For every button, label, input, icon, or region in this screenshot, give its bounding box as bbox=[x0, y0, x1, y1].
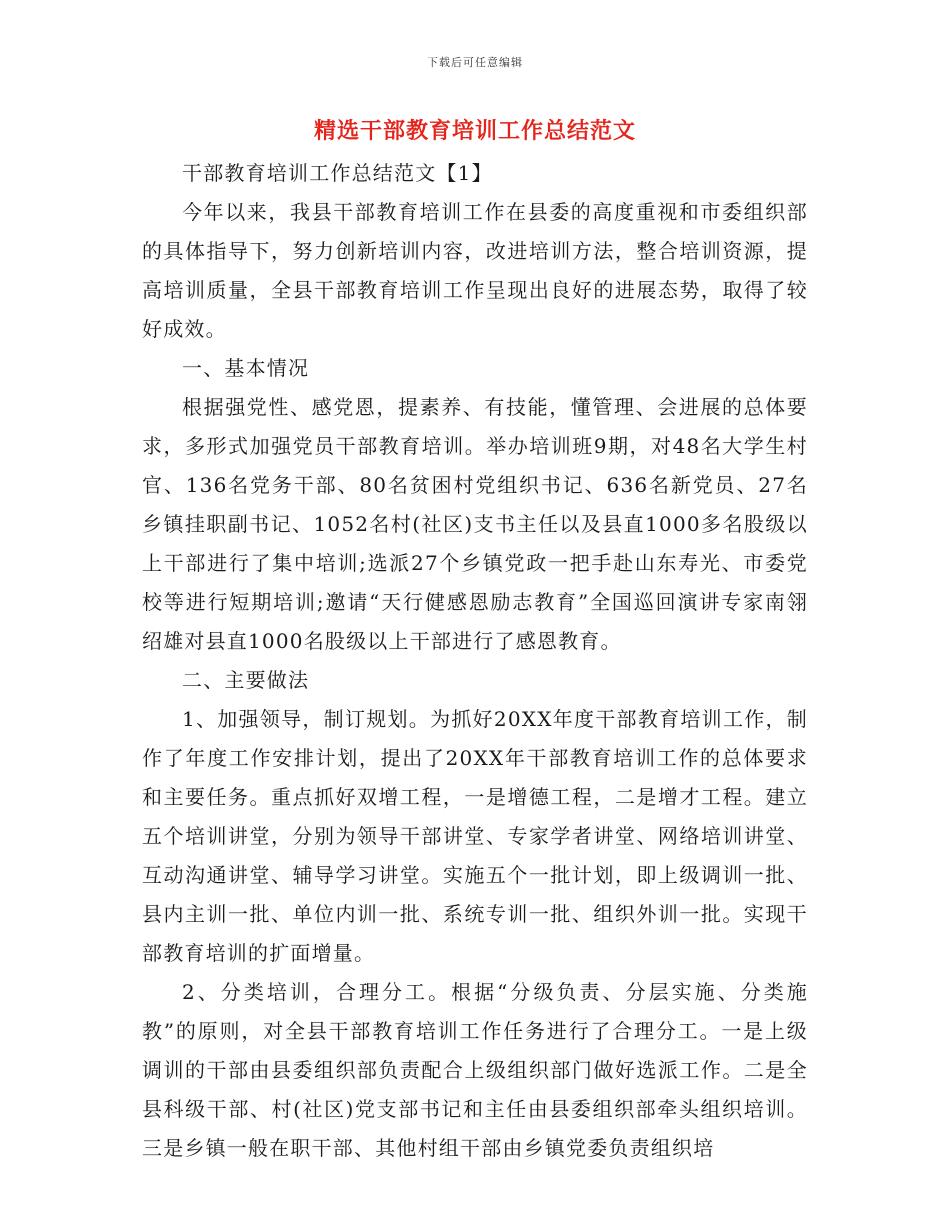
paragraph-section-heading: 干部教育培训工作总结范文【1】 bbox=[182, 161, 493, 185]
paragraph-practice-1: 1、加强领导，制订规划。为抓好20XX年度干部教育培训工作，制作了年度工作安排计划，提出了20XX年干部教育培训工作的总体要求和主要任务。重点抓好双增工程，一是增德工程，二是增才工程。建立五个培训讲堂，分别为领导干部讲堂、专家学者讲堂、网络培训讲堂、互动沟通讲堂、辅导学习讲堂。实施五个一批计划，即上级调训一批、县内主训一批、单位内训一批、系统专训一批、组织外训一批。实现干部教育培训的扩面增量。 bbox=[142, 707, 808, 965]
paragraph-practice-2: 2、分类培训，合理分工。根据“分级负责、分层实施、分类施教”的原则，对全县干部教育培训工作任务进行了合理分工。一是上级调训的干部由县委组织部负责配合上级组织部门做好选派工作。二是全县科级干部、村(社区)党支部书记和主任由县委组织部牵头组织培训。三是乡镇一般在职干部、其他村组干部由乡镇党委负责组织培 bbox=[142, 980, 808, 1160]
document-title: 精选干部教育培训工作总结范文 bbox=[313, 118, 636, 144]
paragraph-intro: 今年以来，我县干部教育培训工作在县委的高度重视和市委组织部的具体指导下，努力创新培训内容，改进培训方法，整合培训资源，提高培训质量，全县干部教育培训工作呈现出良好的进展态势，取得了较好成效。 bbox=[142, 200, 808, 341]
paragraph-heading-main-practices: 二、主要做法 bbox=[182, 668, 310, 692]
paragraph-basic-situation: 根据强党性、感党恩，提素养、有技能，懂管理、会进展的总体要求，多形式加强党员干部教育培训。举办培训班9期，对48名大学生村官、136名党务干部、80名贫困村党组织书记、636名新党员、27名乡镇挂职副书记、1052名村(社区)支书主任以及县直1000多名股级以上干部进行了集中培训;选派27个乡镇党政一把手赴山东寿光、市委党校等进行短期培训;邀请“天行健感恩励志教育”全国巡回演讲专家南翎绍雄对县直1000名股级以上干部进行了感恩教育。 bbox=[142, 395, 808, 653]
page-header-note: 下载后可任意编辑 bbox=[427, 56, 523, 69]
document-body bbox=[142, 154, 808, 1168]
paragraph-heading-basic-situation: 一、基本情况 bbox=[182, 356, 310, 380]
